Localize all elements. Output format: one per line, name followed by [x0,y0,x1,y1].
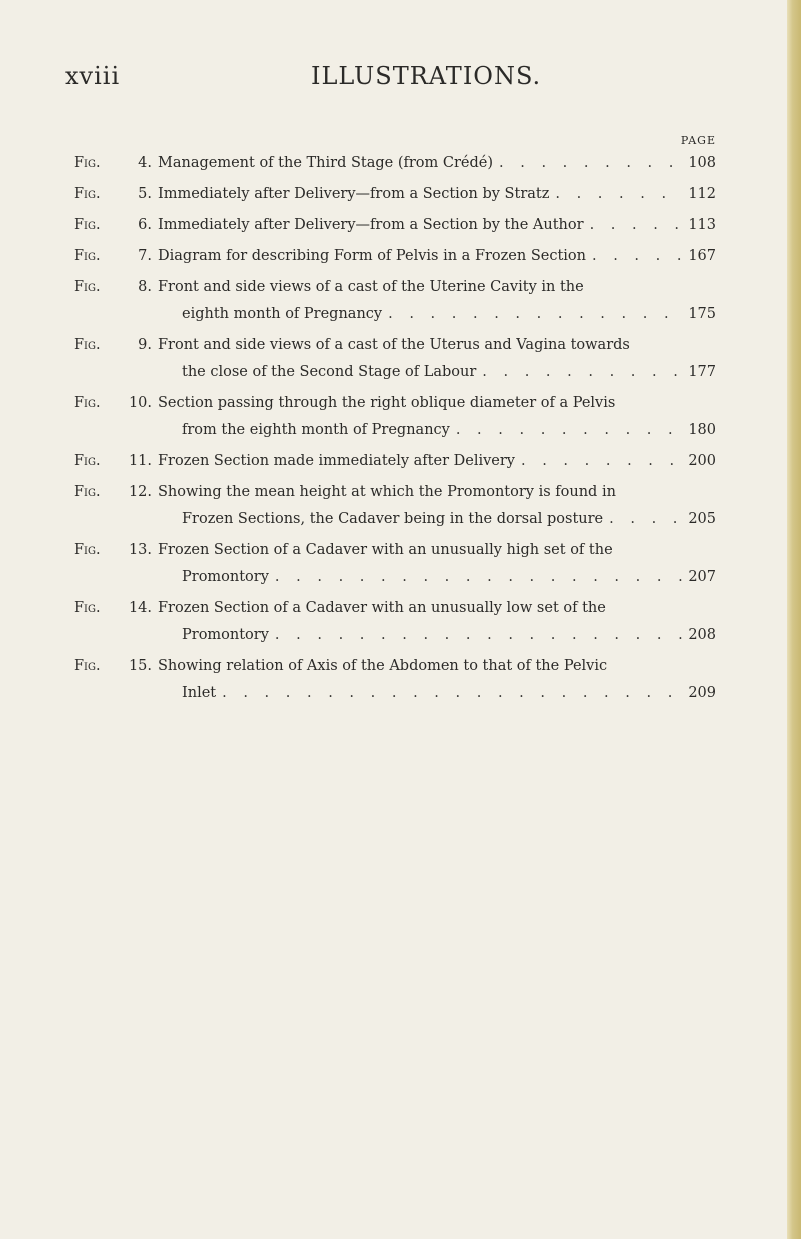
page-header [0,62,801,102]
page-reference: 108 [688,155,716,171]
fig-number: 6. [138,217,152,233]
page-reference: 167 [688,248,716,264]
caption-line [158,274,716,301]
fig-number: 10. [128,395,152,411]
fig-caption [158,448,716,475]
caption-line [158,622,716,649]
dot-leader [476,359,682,386]
caption-text: Promontory [182,627,269,643]
fig-label: Fig. [74,155,101,171]
caption-line [158,595,716,622]
fig-label: Fig. [74,600,101,616]
dot-leader [584,212,682,239]
fig-label: Fig. [74,542,101,558]
caption-line [158,150,716,177]
caption-text: Promontory [182,569,269,585]
fig-label: Fig. [74,337,101,353]
caption-text: Management of the Third Stage (from Crédé) [158,155,494,171]
fig-caption [158,181,716,208]
caption-text: from the eighth month of Pregnancy [182,422,450,438]
fig-label: Fig. [74,217,101,233]
list-item [74,390,716,444]
caption-line [158,243,716,270]
illustrations-list [74,150,716,711]
fig-number: 8. [138,279,152,295]
caption-text: Frozen Section of a Cadaver with an unusually high set of the [158,542,613,558]
dot-leader [549,181,682,208]
fig-label: Fig. [74,658,101,674]
page-reference: 112 [688,186,716,202]
caption-text: Frozen Section made immediately after Delivery [158,453,515,469]
caption-text: Section passing through the right oblique diameter of a Pelvis [158,395,616,411]
list-item [74,212,716,239]
list-item [74,181,716,208]
caption-text: Immediately after Delivery—from a Section by Stratz [158,186,550,202]
caption-line [158,359,716,386]
list-item [74,595,716,649]
caption-line [158,390,716,417]
fig-label: Fig. [74,186,101,202]
fig-number: 12. [128,484,152,500]
fig-label: Fig. [74,453,101,469]
dot-leader [450,417,682,444]
dot-leader [269,622,682,649]
caption-text: eighth month of Pregnancy [182,306,383,322]
caption-line [158,332,716,359]
dot-leader [493,150,682,177]
caption-text: Showing relation of Axis of the Abdomen to that of the Pelvic [158,658,608,674]
fig-number: 7. [138,248,152,264]
page-reference: 209 [688,685,716,701]
fig-caption [158,150,716,177]
list-item [74,150,716,177]
caption-line [158,680,716,707]
fig-label: Fig. [74,484,101,500]
page-reference: 177 [688,364,716,380]
fig-caption [158,595,716,649]
fig-caption [158,479,716,533]
caption-text: Front and side views of a cast of the Uterine Cavity in the [158,279,584,295]
caption-line [158,537,716,564]
fig-number: 9. [138,337,152,353]
caption-line [158,417,716,444]
caption-line [158,564,716,591]
fig-number: 14. [128,600,152,616]
caption-text: Front and side views of a cast of the Uterus and Vagina towards [158,337,630,353]
fig-caption [158,537,716,591]
dot-leader [269,564,682,591]
list-item [74,274,716,328]
fig-caption [158,212,716,239]
list-item [74,479,716,533]
fig-label: Fig. [74,279,101,295]
caption-text: Immediately after Delivery—from a Section by the Author [158,217,584,233]
fig-caption [158,332,716,386]
page-edge [787,0,801,1239]
page-number: xviii [65,62,121,90]
dot-leader [603,506,682,533]
dot-leader [382,301,682,328]
list-item [74,332,716,386]
list-item [74,537,716,591]
page-reference: 208 [688,627,716,643]
fig-caption [158,390,716,444]
caption-line [158,506,716,533]
page-reference: 175 [688,306,716,322]
fig-caption [158,243,716,270]
page-reference: 113 [688,217,716,233]
caption-line [158,212,716,239]
dot-leader [216,680,682,707]
fig-caption [158,653,716,707]
caption-text: the close of the Second Stage of Labour [182,364,477,380]
running-title: ILLUSTRATIONS. [311,62,542,90]
caption-text: Frozen Section of a Cadaver with an unusually low set of the [158,600,606,616]
fig-number: 4. [138,155,152,171]
page-reference: 200 [688,453,716,469]
fig-caption [158,274,716,328]
page-reference: 207 [688,569,716,585]
list-item [74,448,716,475]
fig-number: 15. [128,658,152,674]
caption-text: Showing the mean height at which the Promontory is found in [158,484,616,500]
fig-label: Fig. [74,395,101,411]
caption-text: Inlet [182,685,217,701]
caption-line [158,479,716,506]
list-item [74,243,716,270]
caption-line [158,181,716,208]
caption-text: Diagram for describing Form of Pelvis in a Frozen Section [158,248,586,264]
fig-label: Fig. [74,248,101,264]
fig-number: 5. [138,186,152,202]
page-reference: 180 [688,422,716,438]
fig-number: 11. [128,453,152,469]
caption-line [158,448,716,475]
caption-line [158,653,716,680]
caption-line [158,301,716,328]
fig-number: 13. [128,542,152,558]
page-reference: 205 [688,511,716,527]
dot-leader [586,243,682,270]
page-column-label: PAGE [680,134,716,147]
dot-leader [515,448,682,475]
caption-text: Frozen Sections, the Cadaver being in the dorsal posture [182,511,604,527]
list-item [74,653,716,707]
